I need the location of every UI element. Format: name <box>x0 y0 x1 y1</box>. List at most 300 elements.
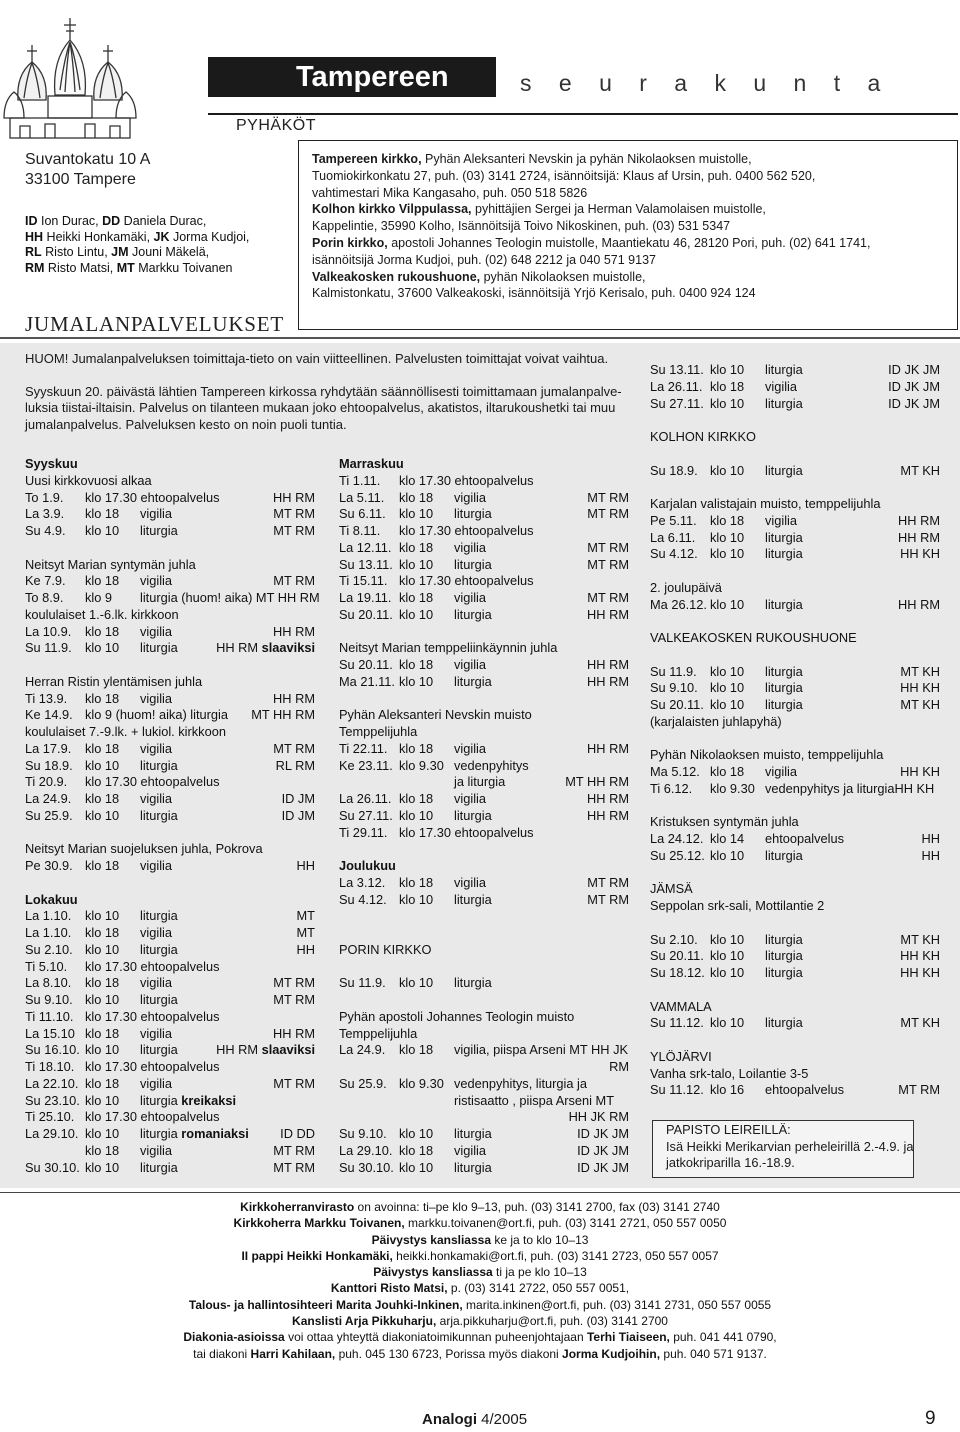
service-time: klo 9.30 <box>399 1075 444 1091</box>
service-date: Su 13.11. <box>339 556 393 572</box>
service-row <box>25 1109 315 1126</box>
service-time: klo 9.30 <box>399 757 444 773</box>
schedule-note <box>650 814 940 831</box>
service-clergy: MT RM <box>273 975 315 991</box>
note-text: Uusi kirkkovuosi alkaa <box>25 472 152 488</box>
schedule-note <box>650 1049 940 1066</box>
service-date: Su 9.10. <box>339 1126 387 1141</box>
footer-line: Kanttori Risto Matsi, p. (03) 3141 2722, 050 557 0051, <box>330 1281 630 1296</box>
service-time: klo 18 <box>399 657 434 672</box>
service-type: vigilia <box>140 925 173 940</box>
footer-line: Kirkkoherranvirasto on avoinna: ti–pe klo 9–13, puh. (03) 3141 2700, fax (03) 3141 2740 <box>240 1200 720 1214</box>
service-type: ristisaatto , piispa Arseni MT <box>454 1092 615 1108</box>
service-row <box>25 506 315 523</box>
service-clergy: ID JK JM <box>888 395 940 411</box>
service-time: klo 17.30 ehtoopalvelus <box>399 472 534 488</box>
service-time: klo 9 <box>85 590 113 605</box>
service-time: klo 18 <box>85 690 120 706</box>
spacer <box>25 540 315 557</box>
service-type: liturgia <box>765 663 803 679</box>
service-time: klo 18 <box>85 1025 120 1041</box>
notice <box>25 351 635 433</box>
service-clergy: ID JK JM <box>577 1126 629 1141</box>
service-time: klo 16 <box>710 1082 745 1098</box>
service-type: liturgia <box>140 1042 178 1058</box>
footer-line: II pappi Heikki Honkamäki, heikki.honkamaki@ort.fi, puh. (03) 3141 2723, 050 557 0057 <box>241 1248 719 1263</box>
magazine-credit <box>422 1411 527 1428</box>
service-clergy: MT RM <box>587 489 629 505</box>
schedule-note <box>650 580 940 597</box>
service-type: liturgia <box>765 948 803 964</box>
service-date: Ke 7.9. <box>25 573 66 589</box>
service-date: La 24.12. <box>650 831 704 846</box>
service-type: liturgia <box>765 395 803 411</box>
schedule-column-2 <box>339 456 629 1176</box>
service-row <box>25 1143 315 1160</box>
service-row <box>339 1126 629 1143</box>
service-date: La 1.10. <box>25 908 72 924</box>
service-date: La 29.10. <box>339 1142 393 1158</box>
spacer <box>339 959 629 976</box>
service-time: klo 18 <box>399 791 434 806</box>
service-type: liturgia (huom! aika) MT HH RM <box>140 590 320 605</box>
service-date: Ma 21.11. <box>339 673 395 689</box>
address-line: 33100 Tampere <box>25 171 136 188</box>
service-row <box>650 664 940 681</box>
spacer <box>650 563 940 580</box>
clergy-line: HH Heikki Honkamäki, JK Jorma Kudjoi, <box>25 229 250 244</box>
month-heading <box>339 456 629 473</box>
service-clergy: HH <box>296 941 315 957</box>
service-row <box>650 597 940 614</box>
service-date: La 26.11. <box>339 791 392 806</box>
service-type: vigilia <box>140 1142 173 1158</box>
note-text: koululaiset 7.-9.lk. + lukiol. kirkkoon <box>25 724 226 739</box>
service-type: liturgia romaniaksi <box>140 1126 249 1141</box>
service-time: klo 10 <box>85 640 120 656</box>
church-line: isännöitsijä Jorma Kudjoi, puh. (02) 648 2212 ja 040 571 9137 <box>312 252 656 267</box>
service-row <box>339 741 629 758</box>
note-text: Neitsyt Marian syntymän juhla <box>25 556 196 572</box>
spacer <box>650 731 940 748</box>
service-row <box>339 1093 629 1110</box>
service-date: Su 6.11. <box>339 506 386 522</box>
service-date: La 3.9. <box>25 506 65 522</box>
service-date: Ma 5.12. <box>650 764 700 779</box>
service-date: La 12.11. <box>339 539 392 555</box>
service-time: klo 17.30 ehtoopalvelus <box>85 1059 220 1074</box>
schedule-note <box>650 999 940 1016</box>
service-row <box>339 825 629 842</box>
service-time: klo 10 <box>710 663 745 679</box>
service-time: klo 17.30 ehtoopalvelus <box>85 958 220 974</box>
service-date: La 29.10. <box>25 1126 79 1141</box>
service-date: Su 20.11. <box>650 948 704 964</box>
service-type: liturgia <box>140 640 178 656</box>
service-date: Su 18.12. <box>650 965 705 980</box>
service-date: Su 11.9. <box>25 640 72 656</box>
service-type: vigilia <box>765 764 798 779</box>
note-text: Herran Ristin ylentämisen juhla <box>25 673 203 689</box>
service-row <box>339 1059 629 1076</box>
service-time: klo 10 <box>710 462 745 478</box>
service-type: vigilia <box>454 740 487 756</box>
service-clergy: HH <box>296 858 315 873</box>
service-date: La 1.10. <box>25 925 72 940</box>
schedule-note <box>25 841 315 858</box>
service-type: vedenpyhitys ja liturgiaHH KH <box>765 780 935 796</box>
service-date: To 8.9. <box>25 590 64 605</box>
schedule-note <box>650 714 940 731</box>
schedule-note <box>339 724 629 741</box>
service-row <box>339 791 629 808</box>
service-date: La 24.9. <box>25 791 72 806</box>
note-text: KOLHON KIRKKO <box>650 429 756 444</box>
spacer <box>25 657 315 674</box>
service-type: vigilia <box>140 623 173 639</box>
service-time: klo 10 <box>85 992 120 1007</box>
service-date: Su 18.9. <box>25 757 73 773</box>
service-clergy: MT RM <box>587 590 629 605</box>
spacer <box>339 925 629 942</box>
spacer <box>650 982 940 999</box>
note-text: Temppelijuhla <box>339 1025 418 1041</box>
service-row <box>25 1059 315 1076</box>
service-clergy: HH RM <box>273 623 315 639</box>
service-row <box>339 1076 629 1093</box>
service-time: klo 10 <box>710 596 745 612</box>
service-time: klo 18 <box>710 764 745 779</box>
note-text: Pyhän Nikolaoksen muisto, temppelijuhla <box>650 747 884 763</box>
service-date: Ti 1.11. <box>339 472 381 488</box>
service-clergy: MT KH <box>900 697 940 712</box>
papisto-notice <box>666 1122 914 1172</box>
service-row <box>25 975 315 992</box>
churches-list <box>312 151 952 302</box>
service-date: Ti 22.11. <box>339 740 388 756</box>
service-type: liturgia <box>765 680 803 696</box>
service-type: vigilia <box>140 740 173 756</box>
service-date: Su 25.9. <box>25 807 73 823</box>
service-type: liturgia <box>765 697 803 712</box>
service-clergy: HH RM <box>587 673 629 689</box>
spacer <box>339 992 629 1009</box>
service-type: liturgia <box>140 941 178 957</box>
service-type: vigilia <box>454 1142 487 1158</box>
service-clergy: MT KH <box>900 931 940 947</box>
service-clergy: HH KH <box>900 764 940 779</box>
service-type: liturgia <box>765 362 803 377</box>
service-date: To 1.9. <box>25 489 64 505</box>
service-time: klo 9.30 <box>710 780 755 796</box>
service-clergy: MT RM <box>587 874 629 890</box>
service-clergy: ID JK JM <box>888 362 940 377</box>
service-date: Ti 5.10. <box>25 958 68 974</box>
service-row <box>339 607 629 624</box>
note-text: JÄMSÄ <box>650 881 693 897</box>
service-date: La 6.11. <box>650 529 696 545</box>
service-row <box>650 530 940 547</box>
note-text: Neitsyt Marian temppeliinkäynnin juhla <box>339 640 558 656</box>
schedule-note <box>650 1066 940 1083</box>
service-row <box>339 590 629 607</box>
service-row <box>25 573 315 590</box>
service-time: klo 10 <box>399 1159 434 1175</box>
spacer <box>650 647 940 664</box>
service-row <box>25 908 315 925</box>
service-time: klo 18 <box>85 791 120 806</box>
service-date: Su 9.10. <box>650 680 698 696</box>
service-time: klo 18 <box>399 874 434 890</box>
service-clergy: MT RM <box>273 992 315 1007</box>
service-time: klo 18 <box>710 512 745 528</box>
service-type: liturgia <box>765 462 803 478</box>
service-row <box>339 1042 629 1059</box>
schedule-note <box>650 881 940 898</box>
footer-line: Päivystys kansliassa ke ja to klo 10–13 <box>371 1232 589 1247</box>
service-type: vigilia <box>454 657 487 672</box>
service-clergy: MT RM <box>273 1159 315 1175</box>
note-text: Pyhän Aleksanteri Nevskin muisto <box>339 707 532 723</box>
service-time: klo 10 <box>710 1015 745 1031</box>
service-clergy: HH KH <box>900 680 940 696</box>
papisto-line: Isä Heikki Merikarvian perheleirillä 2.-4.9. ja <box>666 1138 914 1154</box>
month-heading <box>339 858 629 875</box>
service-type: ja liturgia <box>454 774 506 790</box>
service-clergy: ID DD <box>280 1126 315 1141</box>
spacer <box>650 865 940 882</box>
service-date: Ke 23.11. <box>339 757 393 773</box>
service-time: klo 10 <box>85 523 120 538</box>
service-clergy: MT RM <box>587 556 629 572</box>
service-clergy: HH RM <box>273 1025 315 1041</box>
service-clergy: MT RM <box>898 1082 940 1098</box>
church-line: Kalmistonkatu, 37600 Valkeakoski, isännöitsijä Yrjö Kerisalo, puh. 0400 924 124 <box>312 286 756 301</box>
service-type: vigilia <box>454 590 487 605</box>
service-date: Su 20.11. <box>339 657 393 672</box>
service-type: liturgia <box>140 1159 178 1175</box>
schedule-note <box>339 707 629 724</box>
service-date: Su 11.9. <box>650 663 697 679</box>
service-date: La 19.11. <box>339 590 392 605</box>
parish-address <box>25 150 150 190</box>
service-row <box>650 848 940 865</box>
service-row <box>25 1026 315 1043</box>
service-row <box>339 875 629 892</box>
service-type: vigilia <box>140 690 173 706</box>
service-type: liturgia <box>454 1159 492 1175</box>
service-clergy: HH RM <box>898 512 940 528</box>
panel-divider <box>0 337 960 339</box>
service-date: Pe 5.11. <box>650 512 697 528</box>
service-type: liturgia <box>765 596 803 612</box>
service-time: klo 10 <box>85 807 120 823</box>
service-row <box>650 680 940 697</box>
footer-line: Päivystys kansliassa ti ja pe klo 10–13 <box>373 1265 587 1280</box>
month-heading <box>25 892 315 909</box>
service-clergy: HH RM <box>273 489 315 505</box>
service-row <box>25 959 315 976</box>
service-row <box>650 513 940 530</box>
service-clergy: ID JK JM <box>577 1159 629 1175</box>
service-row <box>650 546 940 563</box>
spacer <box>650 798 940 815</box>
service-date: Ti 8.11. <box>339 523 381 538</box>
service-type: vigilia <box>765 378 798 394</box>
service-time: klo 18 <box>85 858 120 873</box>
notice-line: jumalanpalvelus. Palveluksen kesto on noin puoli tuntia. <box>25 416 347 432</box>
service-time: klo 18 <box>85 573 120 589</box>
spacer <box>339 624 629 641</box>
service-time: klo 10 <box>85 1159 120 1175</box>
service-time: klo 10 <box>85 941 120 957</box>
magazine-name: Analogi <box>422 1411 477 1428</box>
service-type: vigilia <box>454 539 487 555</box>
service-clergy: MT RM <box>273 740 315 756</box>
service-date: Pe 30.9. <box>25 858 73 873</box>
service-type: liturgia <box>454 975 492 991</box>
service-time: klo 10 <box>710 847 745 863</box>
schedule-note <box>650 496 940 513</box>
service-row <box>25 791 315 808</box>
service-type: liturgia <box>765 847 803 863</box>
service-date: La 26.11. <box>650 378 703 394</box>
month-heading-text: Lokakuu <box>25 891 78 907</box>
service-time: klo 18 <box>85 925 120 940</box>
service-time: klo 18 <box>399 740 434 756</box>
service-time: klo 9 (huom! aika) liturgia <box>85 707 228 723</box>
service-row <box>650 764 940 781</box>
month-heading-text: Syyskuu <box>25 456 78 471</box>
service-time: klo 18 <box>399 590 434 605</box>
service-row <box>650 932 940 949</box>
service-time: klo 14 <box>710 831 745 846</box>
service-date: La 5.11. <box>339 489 385 505</box>
service-row <box>339 523 629 540</box>
service-row <box>650 948 940 965</box>
service-row <box>25 1076 315 1093</box>
service-type: vigilia <box>765 512 798 528</box>
service-time: klo 18 <box>399 1142 434 1158</box>
service-type: liturgia <box>140 908 178 924</box>
subtitle: s e u r a k u n t a <box>520 70 891 96</box>
note-text: VALKEAKOSKEN RUKOUSHUONE <box>650 630 857 645</box>
service-date: Su 11.9. <box>339 975 386 991</box>
notice-line: Syyskuun 20. päivästä lähtien Tampereen kirkossa ryhdytään säännöllisesti toimittamaan jumalanpalve- <box>25 383 622 399</box>
service-row <box>25 640 315 657</box>
service-type: vedenpyhitys, liturgia ja <box>454 1075 588 1091</box>
service-date: Ti 25.10. <box>25 1109 75 1125</box>
spacer <box>650 613 940 630</box>
service-date: Su 4.9. <box>25 523 66 538</box>
spacer <box>25 825 315 842</box>
service-time: klo 10 <box>399 807 434 823</box>
service-row <box>25 590 320 607</box>
service-type: liturgia <box>765 1015 803 1031</box>
service-time: klo 10 <box>710 680 745 696</box>
service-time: klo 17.30 ehtoopalvelus <box>399 523 534 538</box>
service-time: klo 17.30 ehtoopalvelus <box>399 824 534 840</box>
note-text: PORIN KIRKKO <box>339 941 432 957</box>
service-row <box>650 1082 940 1099</box>
service-date: La 15.10 <box>25 1025 75 1041</box>
service-row <box>25 624 315 641</box>
service-date: Ti 13.9. <box>25 690 68 706</box>
service-time: klo 10 <box>710 546 745 562</box>
service-time: klo 18 <box>85 975 120 991</box>
address-line: Suvantokatu 10 A <box>25 151 151 168</box>
notice-paragraph <box>25 384 635 434</box>
church-line: Tuomiokirkonkatu 27, puh. (03) 3141 2724, isännöitsijä: Klaus af Ursin, puh. 0400 562 520, <box>312 168 816 183</box>
service-date: Su 4.12. <box>339 891 387 907</box>
service-clergy: MT RM <box>587 891 629 907</box>
service-time: klo 10 <box>710 529 745 545</box>
service-date: La 24.9. <box>339 1042 386 1058</box>
section-label: PYHÄKÖT <box>236 117 316 134</box>
service-type: liturgia <box>140 523 178 538</box>
service-row <box>339 573 629 590</box>
service-time: klo 10 <box>85 1092 120 1108</box>
service-row <box>650 781 940 798</box>
church-line: Kolhon kirkko Vilppulassa, pyhittäjien Sergei ja Herman Valamolaisen muistolle, <box>312 202 766 217</box>
service-type: liturgia kreikaksi <box>140 1092 237 1108</box>
service-clergy: ID JM <box>281 791 315 806</box>
notice-huom: HUOM! Jumalanpalveluksen toimittaja-tieto on vain viitteellinen. Palvelusten toimittajat voivat vaihtua. <box>25 351 609 366</box>
service-date: Su 11.12. <box>650 1082 704 1098</box>
service-date: Su 27.11. <box>650 395 704 411</box>
page-number: 9 <box>925 1408 936 1429</box>
service-clergy: HH RM <box>898 596 940 612</box>
footer-line: Diakonia-asioissa voi ottaa yhteyttä diakoniatoimikunnan puheenjohtajaan Terhi Tiaiseen, puh. 041 441 0790, <box>183 1330 777 1345</box>
notice-line: luksia tiistai-iltaisin. Palvelus on tilanteen mukaan joko ehtoopalvelus, akatistos, iltarukoushetki tai muu <box>25 400 616 416</box>
footer-line: Talous- ja hallintosihteeri Marita Jouhki-Inkinen, marita.inkinen@ort.fi, puh. (03) 3141 2731, 050 557 0055 <box>188 1297 772 1312</box>
spacer <box>339 691 629 708</box>
schedule-column-1 <box>25 456 320 1176</box>
service-type: vigilia <box>140 1075 173 1091</box>
service-type: vigilia <box>454 791 487 806</box>
service-time: klo 10 <box>85 757 120 773</box>
service-type: liturgia <box>454 606 492 622</box>
service-time: klo 10 <box>399 891 434 907</box>
service-date: Ti 6.12. <box>650 780 693 796</box>
service-date: Ti 20.9. <box>25 774 68 790</box>
service-date: Ke 14.9. <box>25 707 73 723</box>
service-row <box>25 758 315 775</box>
spacer <box>650 412 940 429</box>
service-clergy: HH RM slaaviksi <box>216 1042 315 1058</box>
service-date: Su 11.12. <box>650 1015 704 1031</box>
service-row <box>650 1015 940 1032</box>
service-date: La 22.10. <box>25 1075 79 1091</box>
service-date: Su 27.11. <box>339 807 393 823</box>
schedule-note <box>339 1009 629 1026</box>
note-text: VAMMALA <box>650 998 712 1014</box>
service-type: vedenpyhitys <box>454 757 529 773</box>
service-type: ehtoopalvelus <box>765 1082 844 1098</box>
service-date: La 8.10. <box>25 975 72 991</box>
service-type: vigilia <box>140 858 173 873</box>
service-row <box>25 707 315 724</box>
service-type: liturgia <box>140 757 178 773</box>
service-clergy: MT HH RM <box>251 707 315 723</box>
service-type: liturgia <box>140 992 178 1007</box>
church-logo <box>0 0 140 140</box>
service-date: Su 16.10. <box>25 1042 80 1058</box>
clergy-line: ID Ion Durac, DD Daniela Durac, <box>25 214 207 228</box>
service-time: klo 10 <box>399 975 434 991</box>
note-text: Neitsyt Marian suojeluksen juhla, Pokrova <box>25 841 263 857</box>
spacer <box>650 446 940 463</box>
